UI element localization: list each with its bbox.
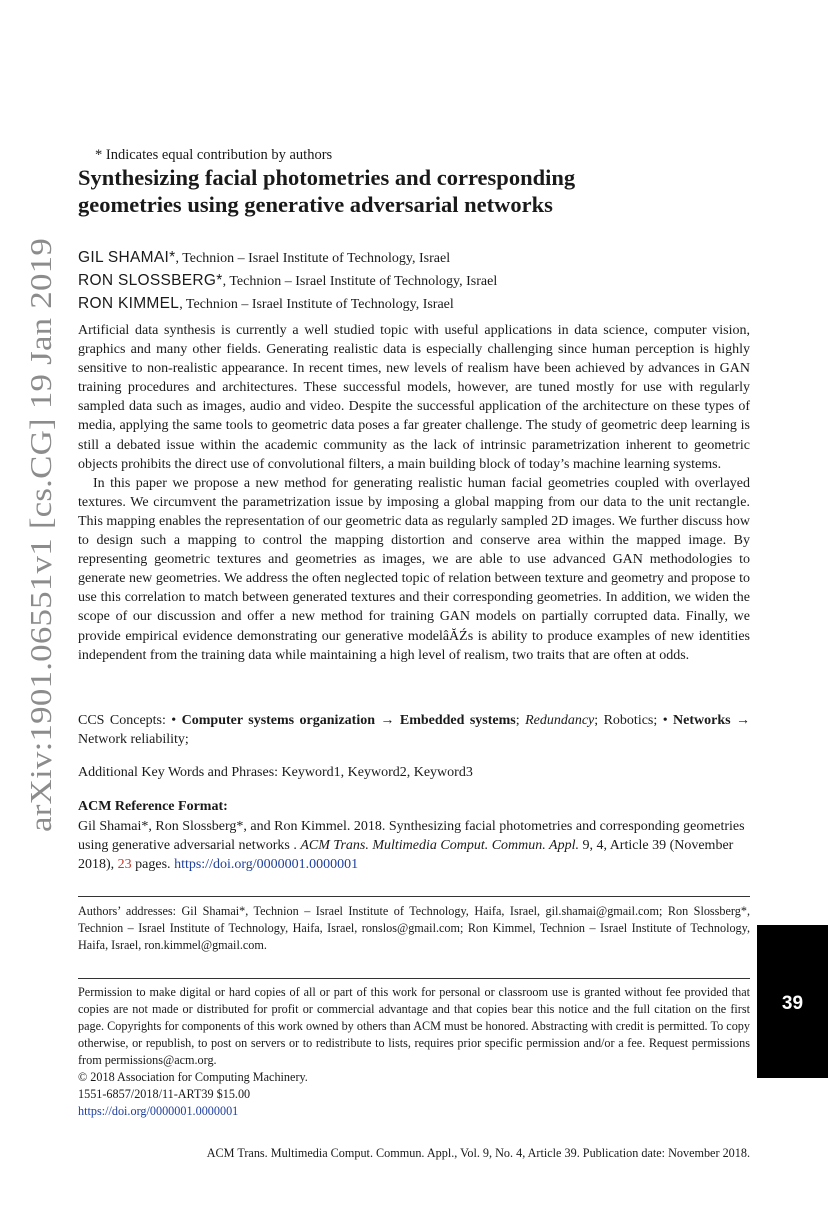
doi-link[interactable]: https://doi.org/0000001.0000001 [174,857,359,872]
doi-link[interactable]: https://doi.org/0000001.0000001 [78,1104,239,1118]
permission-block [78,984,750,1120]
ccs-tail: → Network reliability; [78,713,751,747]
ccs-separator: ; [515,713,526,728]
reference-text: 9, 4, Article 39 (November 2018), [78,838,734,872]
ccs-term: Embedded systems [399,713,516,728]
page-footer: ACM Trans. Multimedia Comput. Commun. Appl., Vol. 9, No. 4, Article 39. Publication date: November 2018. [206,1146,750,1160]
author-line [78,293,497,316]
title-line-2: geometries using generative adversarial networks [78,192,553,217]
author-list [78,247,497,316]
author-name: RON KIMMEL [78,295,180,312]
copyright-line: © 2018 Association for Computing Machinery. [78,1070,308,1084]
ccs-term: Networks [673,713,731,728]
abstract-paragraph-1: Artificial data synthesis is currently a well studied topic with useful applications in data science, computer vision, graphics and many other fields. Generating realistic data is especially challenging since human perception is highly sensitive to non-realistic appearance. In recent times, new levels of realism have been achieved by advances in GAN training procedures and architectures. These successful models, however, are tuned mostly for use with regularly sampled data such as images, audio and video. Despite the successful application of the architecture on these types of media, applying the same tools to geometric data poses a far greater challenge. The study of geometric deep learning is still a debated issue within the academic community as the lack of intrinsic parametrization inherent to geometric objects prohibits the direct use of convolutional filters, a main building block of today’s machine learning systems. [78,323,750,472]
reference-journal: ACM Trans. Multimedia Comput. Commun. Appl. [300,838,579,853]
divider [78,978,750,979]
issn-line: 1551-6857/2018/11-ART39 $15.00 [78,1087,251,1101]
arxiv-id: arXiv:1901.06551v1 [cs.CG] 19 Jan 2019 [23,304,58,832]
author-affiliation: , Technion – Israel Institute of Technology, Israel [175,251,451,266]
ccs-concepts [78,711,750,749]
title-line-1: Synthesizing facial photometries and corresponding [78,165,576,190]
ccs-arrow: → [375,713,400,728]
ccs-lead: CCS Concepts: • [78,713,182,728]
page-number: 39 [781,993,804,1014]
author-affiliation: , Technion – Israel Institute of Technology, Israel [222,274,498,289]
abstract-paragraph-2: In this paper we propose a new method for generating realistic human facial geometries coupled with overlayed textures. We circumvent the parametrization issue by imposing a global mapping from our data to the unit rectangle. This mapping enables the representation of our geometric data as regularly sampled 2D images. We further discuss how to design such a mapping to control the mapping distortion and conserve area within the mapped image. By representing geometric textures and geometries as images, we are able to use advanced GAN methodologies to generate new geometries. We address the often neglected topic of relation between texture and geometry and propose to use this correlation to match between generated textures and their corresponding geometries. In addition, we widen the scope of our discussion and offer a new method for training GAN models on partially corrupted data. Finally, we provide empirical evidence demonstrating our generative modelâĂŹs is ability to produce examples of new identities independent from the training data while maintaining a high level of realism, two traits that are often at odds. [78,475,750,663]
keywords: Additional Key Words and Phrases: Keyword1, Keyword2, Keyword3 [78,765,473,780]
ccs-separator: ; Robotics; • [594,713,674,728]
equal-contribution-note: * Indicates equal contribution by authors [95,147,333,163]
author-name: GIL SHAMAI* [78,249,176,266]
ccs-term: Redundancy [525,713,595,728]
divider [78,896,750,897]
acm-reference-heading: ACM Reference Format: [78,799,228,814]
acm-reference [78,817,750,874]
ccs-term: Computer systems organization [181,713,375,728]
author-affiliation: , Technion – Israel Institute of Technology, Israel [179,297,454,312]
author-addresses: Authors’ addresses: Gil Shamai*, Technion – Israel Institute of Technology, Haifa, Israel, gil.shamai@gmail.com; Ron Slossberg*, Technion – Israel Institute of Technology, Haifa, Israel, ronslos@gmail.com; Ron Kimmel, Technion – Israel Institute of Technology, Haifa, Israel, ron.kimmel@gmail.com. [78,904,750,952]
author-line [78,270,497,293]
paper-title [78,164,718,218]
reference-text: Gil Shamai*, Ron Slossberg*, and Ron Kimmel. 2018. Synthesizing facial photometries and corresponding geometries using generative adversarial networks . [78,819,745,853]
author-name: RON SLOSSBERG* [78,272,223,289]
arxiv-stamp [18,238,62,832]
author-line [78,247,497,270]
abstract [78,321,750,665]
page-count-link[interactable]: 23 [117,857,132,872]
reference-text: pages. [131,857,175,872]
permission-text: Permission to make digital or hard copies of all or part of this work for personal or classroom use is granted without fee provided that copies are not made or distributed for profit or commercial advantage and that copies bear this notice and the full citation on the first page. Copyrights for components of this work owned by others than ACM must be honored. Abstracting with credit is permitted. To copy otherwise, or republish, to post on servers or to redistribute to lists, requires prior specific permission and/or a fee. Request permissions from permissions@acm.org. [78,985,750,1067]
